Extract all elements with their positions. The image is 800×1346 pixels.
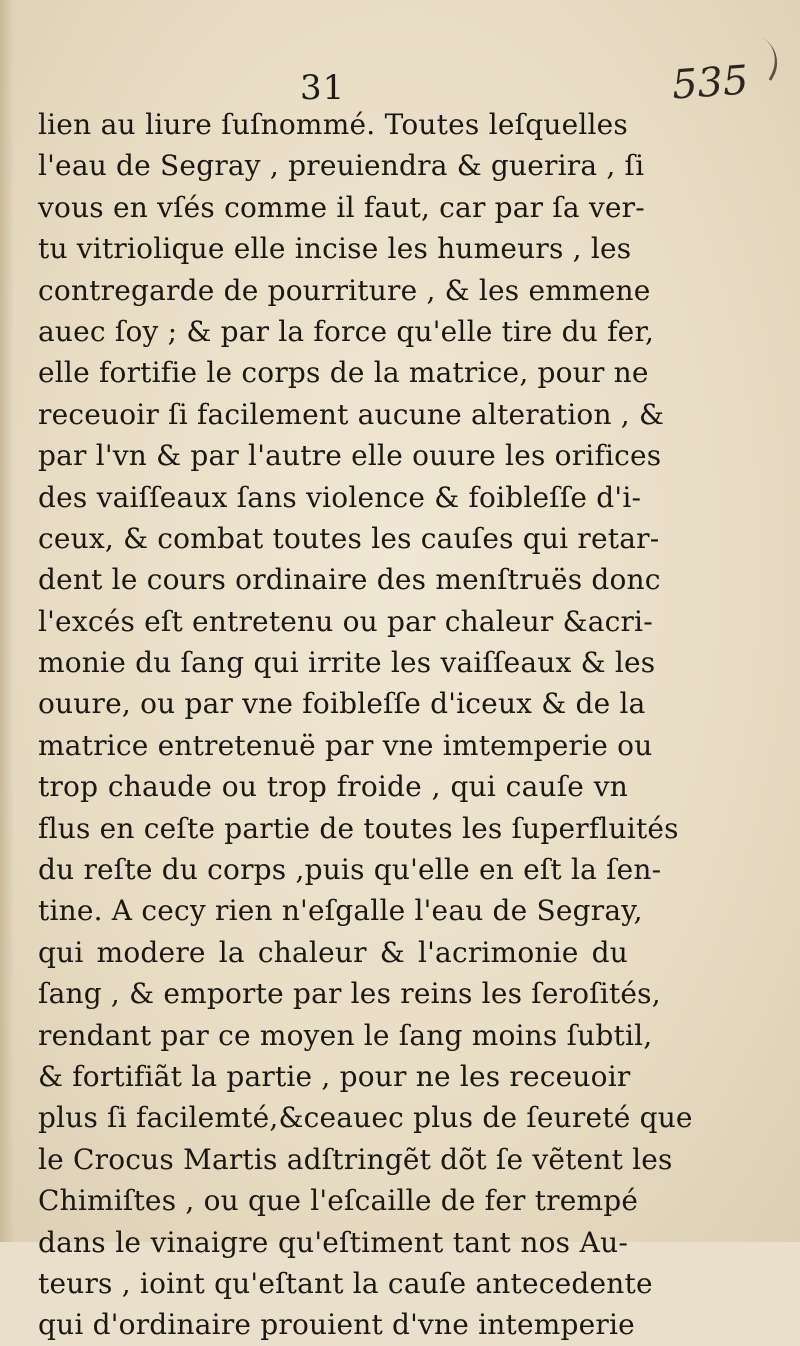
text-line: Chimiſtes , ou que l'eſcaille de fer trempé [38, 1184, 639, 1218]
page-number: 31 [300, 68, 346, 108]
text-line: l'excés eſt entretenu ou par chaleur &acri- [38, 604, 653, 638]
text-line: qui modere la chaleur & l'acrimonie du [38, 935, 628, 969]
text-line: vous en vſés comme il faut, car par ſa ver- [38, 190, 645, 224]
text-line: dans le vinaigre qu'eſtiment tant nos Au- [38, 1225, 628, 1259]
text-line: contregarde de pourriture , & les emmene [38, 273, 651, 307]
text-line: tu vitriolique elle incise les humeurs , les [38, 232, 632, 266]
text-line: matrice entretenuë par vne imtemperie ou [38, 728, 653, 762]
text-line: dent le cours ordinaire des menſtruës donc [38, 563, 661, 597]
text-line: par l'vn & par l'autre elle ouure les orifices [38, 439, 662, 473]
text-line: rendant par ce moyen le ſang moins ſubtil, [38, 1018, 653, 1052]
text-line: qui d'ordinaire prouient d'vne intemperie [38, 1308, 635, 1342]
handwritten-mark [746, 37, 788, 81]
text-line: auec ſoy ; & par la force qu'elle tire du fer, [38, 314, 655, 348]
text-line: teurs , ioint qu'eſtant la cauſe antecedente [38, 1266, 653, 1300]
text-line: le Crocus Martis adſtringẽt dõt ſe vẽtent les [38, 1142, 673, 1176]
text-line: tine. A cecy rien n'eſgalle l'eau de Segray, [38, 894, 643, 928]
text-line: flus en ceſte partie de toutes les ſuperfluités [38, 811, 679, 845]
text-line: elle fortifie le corps de la matrice, pour ne [38, 356, 649, 390]
handwritten-folio-number: 535 [670, 57, 750, 109]
text-line: trop chaude ou trop froide , qui cauſe vn [38, 770, 628, 804]
text-line: lien au liure ſuſnommé. Toutes leſquelles [38, 108, 628, 141]
text-line: receuoir ſi facilement aucune alteration , & [38, 397, 665, 431]
text-line: plus ſi facilemté,&ceauec plus de ſeureté que [38, 1101, 693, 1135]
page-gutter-shadow [0, 0, 14, 1242]
body-text [38, 104, 693, 1346]
text-line: & fortifiãt la partie , pour ne les receuoir [38, 1059, 631, 1093]
text-line: monie du ſang qui irrite les vaiſſeaux & les [38, 646, 656, 680]
text-line: du reſte du corps ,puis qu'elle en eſt la ſen- [38, 853, 662, 887]
text-line: ſang , & emporte par les reins les ſeroſités, [38, 977, 661, 1011]
text-line: des vaiſſeaux ſans violence & foibleſſe d'i- [38, 480, 642, 514]
text-line: ceux, & combat toutes les cauſes qui retar- [38, 521, 660, 555]
text-line: ouure, ou par vne foibleſſe d'iceux & de la [38, 687, 646, 721]
text-line: l'eau de Segray , preuiendra & guerira , ſi [38, 149, 645, 183]
